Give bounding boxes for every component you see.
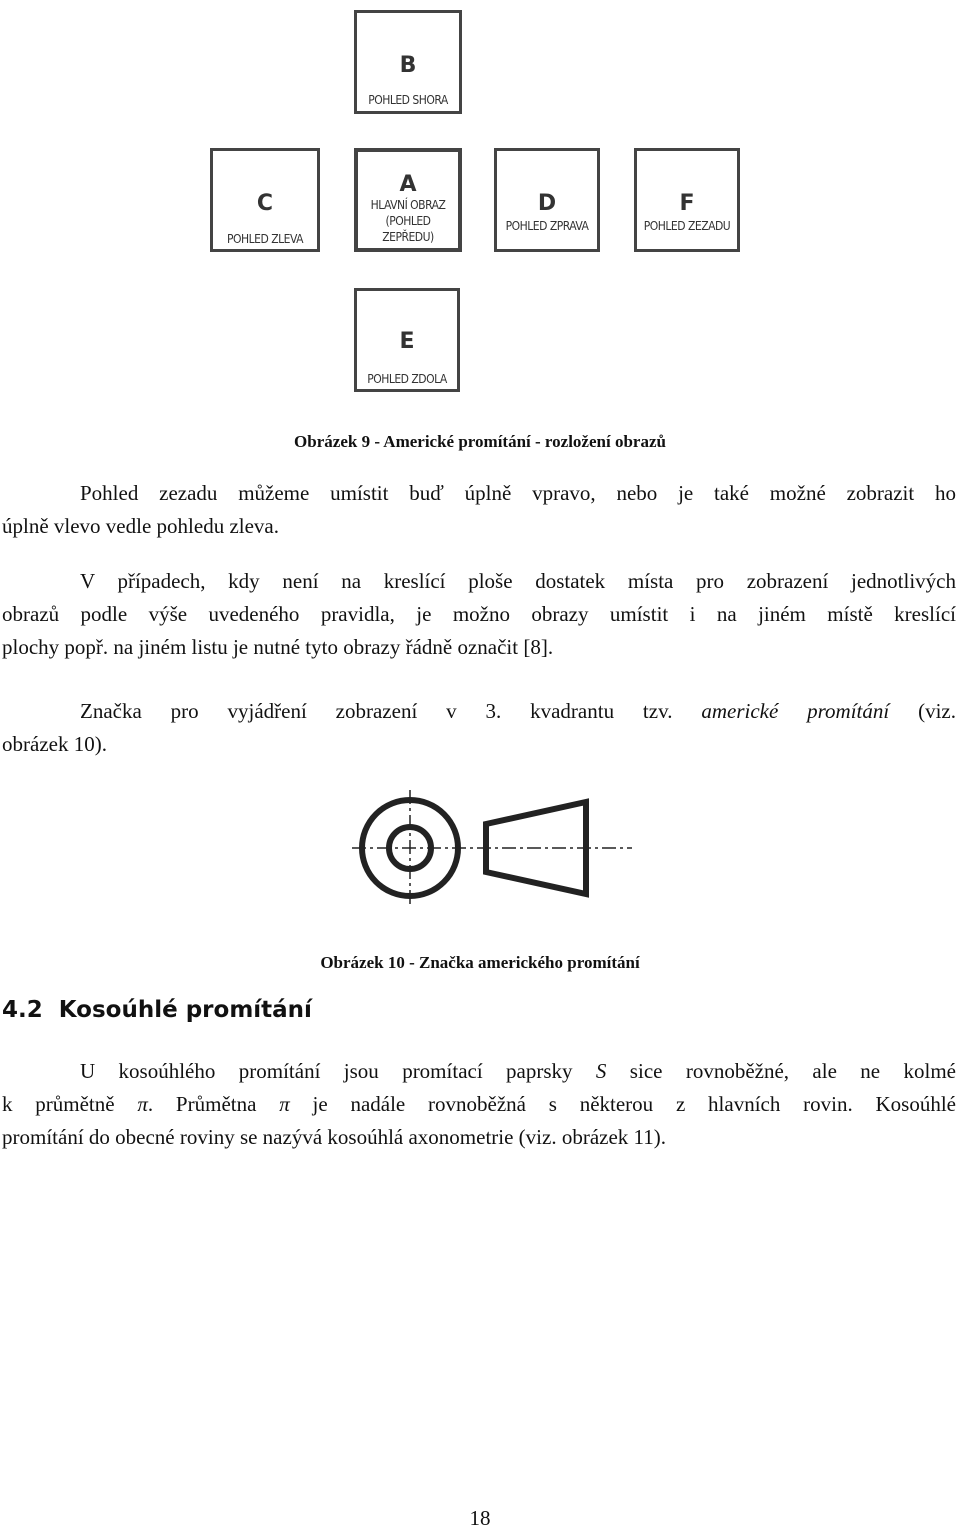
text-run: Značka pro vyjádření zobrazení v 3. kvadrantu tzv.	[80, 699, 702, 723]
figure-10-caption: Obrázek 10 - Značka amerického promítání	[320, 953, 640, 972]
view-label-b: POHLED SHORA	[368, 93, 448, 107]
view-label-d: POHLED ZPRAVA	[505, 219, 589, 233]
symbol-pi: π	[279, 1092, 290, 1116]
view-label-a-line3: ZEPŘEDU)	[382, 230, 434, 244]
figure-9-caption: Obrázek 9 - Americké promítání - rozložení obrazů	[294, 432, 666, 451]
paragraph-line: Pohled zezadu můžeme umístit buď úplně vpravo, nebo je také možné zobrazit ho	[80, 481, 956, 505]
paragraph-line: obrazů podle výše uvedeného pravidla, je možno obrazy umístit i na jiném místě kreslící	[2, 602, 956, 626]
paragraph-line	[2, 1088, 956, 1121]
paragraph-line: obrázek 10).	[2, 732, 107, 756]
symbol-pi: π	[137, 1092, 148, 1116]
view-letter-d: D	[537, 191, 557, 216]
text-run: . Průmětna	[147, 1092, 280, 1116]
paragraph-symbol	[2, 695, 956, 761]
view-box-b	[354, 10, 462, 114]
view-letter-f: F	[679, 191, 695, 216]
paragraph-line: úplně vlevo vedle pohledu zleva.	[2, 514, 279, 538]
section-heading: 4.2 Kosoúhlé promítání	[2, 997, 312, 1023]
paragraph-line: promítání do obecné roviny se nazývá kosoúhlá axonometrie (viz. obrázek 11).	[2, 1125, 667, 1149]
paragraph-line	[2, 695, 956, 728]
paragraph-oblique	[2, 1055, 956, 1154]
view-letter-a: A	[399, 172, 417, 197]
text-run: (viz.	[889, 699, 956, 723]
paragraph-line: plochy popř. na jiném listu je nutné tyto obrazy řádně označit [8].	[2, 635, 554, 659]
paragraph-rear-view	[2, 477, 956, 543]
text-run: U kosoúhlého promítání jsou promítací paprsky	[80, 1059, 596, 1083]
view-box-a	[354, 148, 462, 252]
view-label-c: POHLED ZLEVA	[227, 232, 303, 246]
text-run: sice rovnoběžné, ale ne kolmé	[606, 1059, 956, 1083]
text-run: je nadále rovnoběžná s některou z hlavních rovin. Kosoúhlé	[289, 1092, 956, 1116]
third-angle-projection-symbol	[352, 782, 642, 912]
paragraph-line: V případech, kdy není na kreslící ploše dostatek místa pro zobrazení jednotlivých	[80, 569, 956, 593]
view-box-e	[354, 288, 460, 392]
view-letter-b: B	[399, 53, 417, 78]
view-label-a-line2: (POHLED	[385, 214, 431, 228]
page-number: 18	[469, 1506, 491, 1530]
paragraph-line	[2, 1055, 956, 1088]
view-label-e: POHLED ZDOLA	[367, 372, 447, 386]
view-box-c	[210, 148, 320, 252]
view-box-f	[634, 148, 740, 252]
view-label-f: POHLED ZEZADU	[643, 219, 731, 233]
symbol-s: S	[595, 1059, 607, 1083]
view-label-a-line1: HLAVNÍ OBRAZ	[370, 198, 446, 212]
view-letter-c: C	[256, 191, 274, 216]
paragraph-placement	[2, 565, 956, 664]
text-run: k průmětně	[2, 1092, 138, 1116]
view-letter-e: E	[399, 329, 415, 354]
view-box-d	[494, 148, 600, 252]
italic-term: americké promítání	[701, 699, 890, 723]
